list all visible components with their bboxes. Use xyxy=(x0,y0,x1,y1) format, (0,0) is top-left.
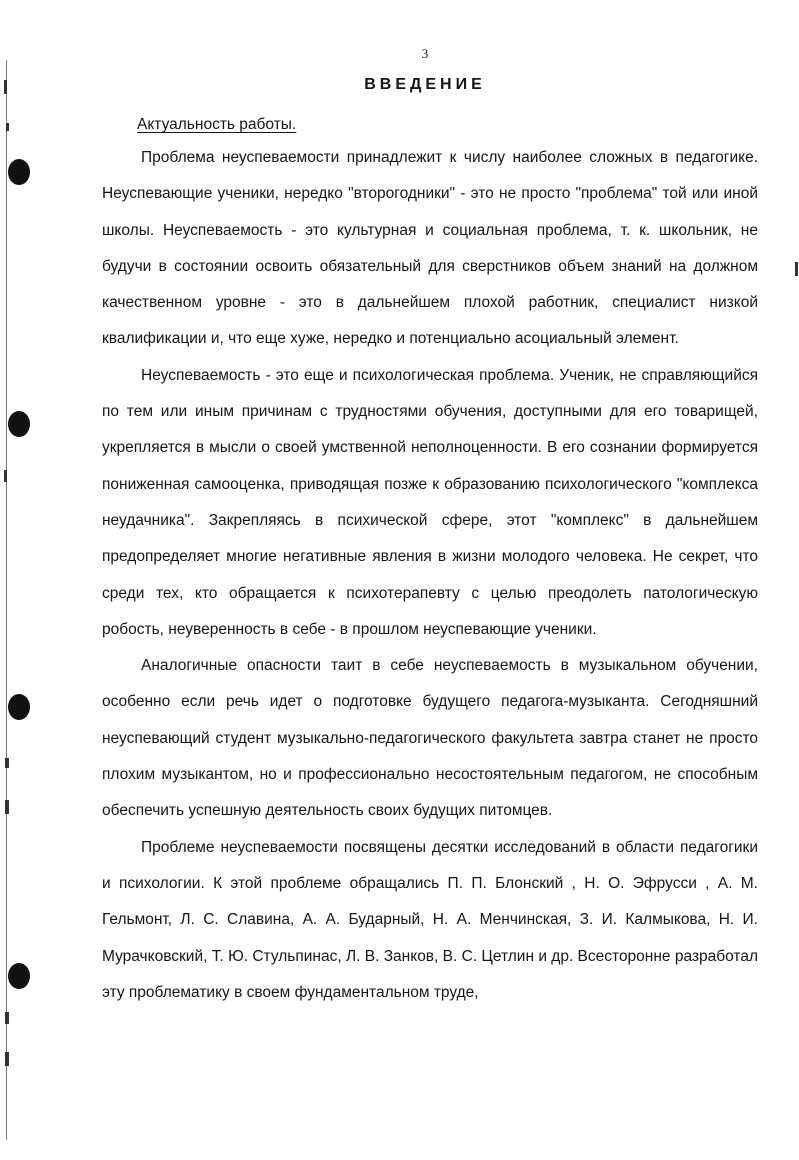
binding-hole xyxy=(8,694,30,720)
scan-mark xyxy=(4,470,7,482)
scan-mark xyxy=(795,262,798,276)
paragraph: Проблеме неуспеваемости посвящены десятки исследований в области педагогики и психологии. К этой проблеме обращались П. П. Блонский , Н. О. Эфрусси , А. М. Гельмонт, Л. С. Славина, А. А. Бударный, Н. А. Менчинская, З. И. Калмыкова, Н. И. Мурачковский, Т. Ю. Стульпинас, Л. В. Занков, В. С. Цетлин и др. Всесторонне разработал эту проблематику в своем фундаментальном труде, xyxy=(102,838,759,1001)
paragraph: Проблема неуспеваемости принадлежит к числу наиболее сложных в педагогике. Неуспевающие ученики, нередко "второгодники" - это не просто "проблема" той или иной школы. Неуспеваемость - это культурная и социальная проблема, т. к. школьник, не будучи в состоянии освоить обязательный для сверстников объем знаний на должном качественном уровне - это в дальнейшем плохой работник, специалист низкой квалификации и, что еще хуже, нередко и потенциально асоциальный элемент. xyxy=(102,149,758,348)
binding-hole xyxy=(8,159,30,185)
scan-mark xyxy=(6,123,9,131)
scan-mark xyxy=(5,758,9,768)
paragraph: Аналогичные опасности таит в себе неуспеваемость в музыкальном обучении, особенно если речь идет о подготовке будущего педагога-музыканта. Сегодняшний неуспевающий студент музыкально-педагогического факультета завтра станет не просто плохим музыкантом, но и профессионально несостоятельным педагогом, не способным обеспечить успешную деятельность своих будущих питомцев. xyxy=(102,657,758,820)
page-number: 3 xyxy=(421,46,429,61)
body-text xyxy=(102,140,758,1011)
binding-hole xyxy=(8,963,30,989)
section-subheading: Актуальность работы. xyxy=(137,116,297,133)
scan-mark xyxy=(5,1052,9,1066)
binding-hole xyxy=(8,411,30,437)
scan-mark xyxy=(5,800,9,814)
scan-edge-line xyxy=(6,60,7,1140)
page-title: ВВЕДЕНИЕ xyxy=(364,76,486,93)
scan-mark xyxy=(5,1012,9,1024)
paragraph: Неуспеваемость - это еще и психологическая проблема. Ученик, не справляющийся по тем или иным причинам с трудностями обучения, доступными для его товарищей, укрепляется в мысли о своей умственной неполноценности. В его сознании формируется пониженная самооценка, приводящая позже к образованию психологического "комплекса неудачника". Закрепляясь в психической сфере, этот "комплекс" в дальнейшем предопределяет многие негативные явления в жизни молодого человека. Не секрет, что среди тех, кто обращается к психотерапевту с целью преодолеть патологическую робость, неуверенность в себе - в прошлом неуспевающие ученики. xyxy=(102,366,758,638)
